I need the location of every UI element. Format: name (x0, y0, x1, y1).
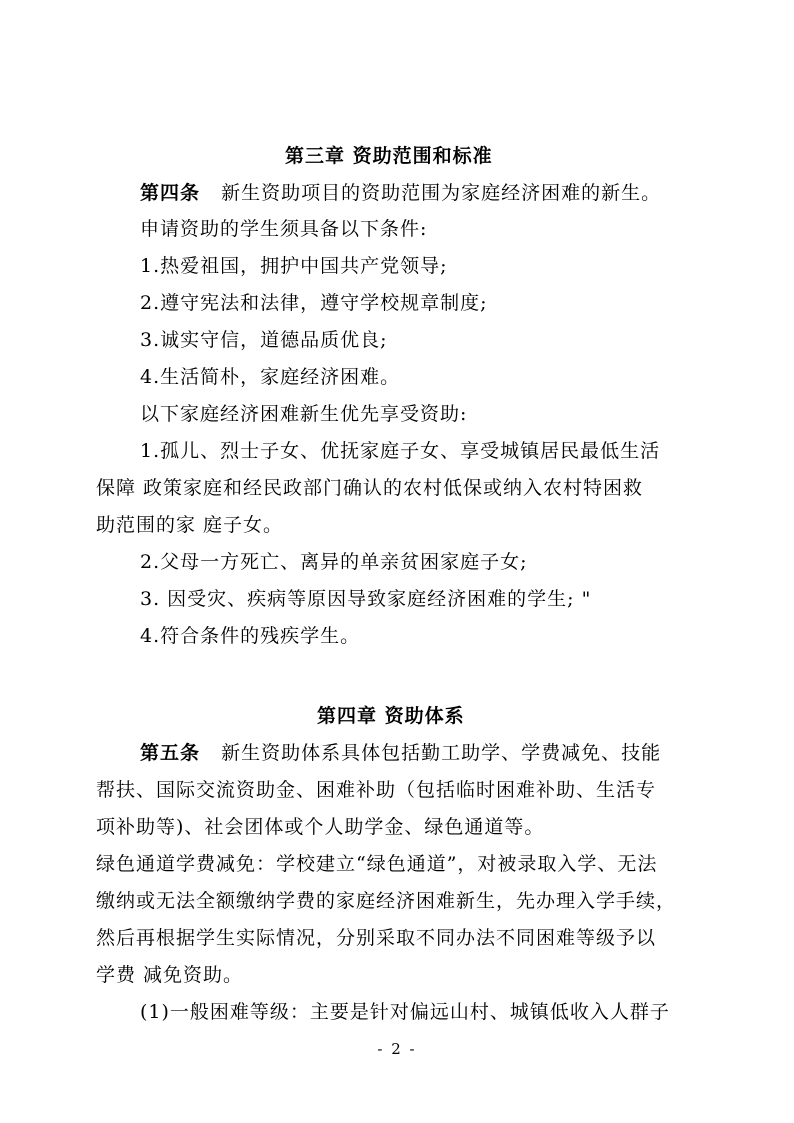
priority-item: 保障 政策家庭和经民政部门确认的农村低保或纳入农村特困救 (96, 477, 644, 499)
conditions-intro: 申请资助的学生须具备以下条件: (140, 218, 428, 240)
priority-item: 1.孤儿、烈士子女、优抚家庭子女、享受城镇居民最低生活 (140, 440, 661, 462)
level1-line: (1)一般困难等级：主要是针对偏远山村、城镇低收入人群子 (140, 1001, 670, 1023)
condition-item: 3.诚实守信，道德品质优良; (140, 329, 388, 351)
article5-line (140, 740, 661, 766)
priority-item: 4.符合条件的残疾学生。 (140, 625, 361, 647)
page-number: - 2 - (377, 1040, 417, 1058)
article5-text: 新生资助体系具体包括勤工助学、学费减免、技能 (221, 742, 662, 764)
priority-item: 3. 因受灾、疾病等原因导致家庭经济困难的学生; " (140, 588, 592, 610)
chapter3-title: 第三章 资助范围和标准 (285, 145, 493, 167)
chapter4-title: 第四章 资助体系 (317, 705, 465, 727)
green-channel-line: 学费 减免资助。 (96, 964, 244, 986)
article5-line: 项补助等)、社会团体或个人助学金、绿色通道等。 (96, 816, 545, 838)
priority-intro: 以下家庭经济困难新生优先享受资助: (140, 403, 468, 425)
condition-item: 2.遵守宪法和法律，遵守学校规章制度; (140, 292, 488, 314)
green-channel-line: 缴纳或无法全额缴纳学费的家庭经济困难新生，先办理入学手续， (96, 890, 677, 912)
article5-line: 帮扶、国际交流资助金、困难补助（包括临时困难补助、生活专 (96, 779, 657, 801)
article5-label: 第五条 (140, 742, 201, 764)
article4-label: 第四条 (140, 182, 201, 204)
green-channel-line: 绿色通道学费减免：学校建立“绿色通道”，对被录取入学、无法 (96, 853, 658, 875)
condition-item: 4.生活简朴，家庭经济困难。 (140, 366, 401, 388)
article4-line (140, 180, 661, 206)
green-channel-line: 然后再根据学生实际情况，分别采取不同办法不同困难等级予以 (96, 927, 657, 949)
priority-item: 助范围的家 庭子女。 (96, 514, 284, 536)
article4-text: 新生资助项目的资助范围为家庭经济困难的新生。 (221, 182, 662, 204)
priority-item: 2.父母一方死亡、离异的单亲贫困家庭子女; (140, 551, 528, 573)
condition-item: 1.热爱祖国，拥护中国共产党领导; (140, 255, 448, 277)
